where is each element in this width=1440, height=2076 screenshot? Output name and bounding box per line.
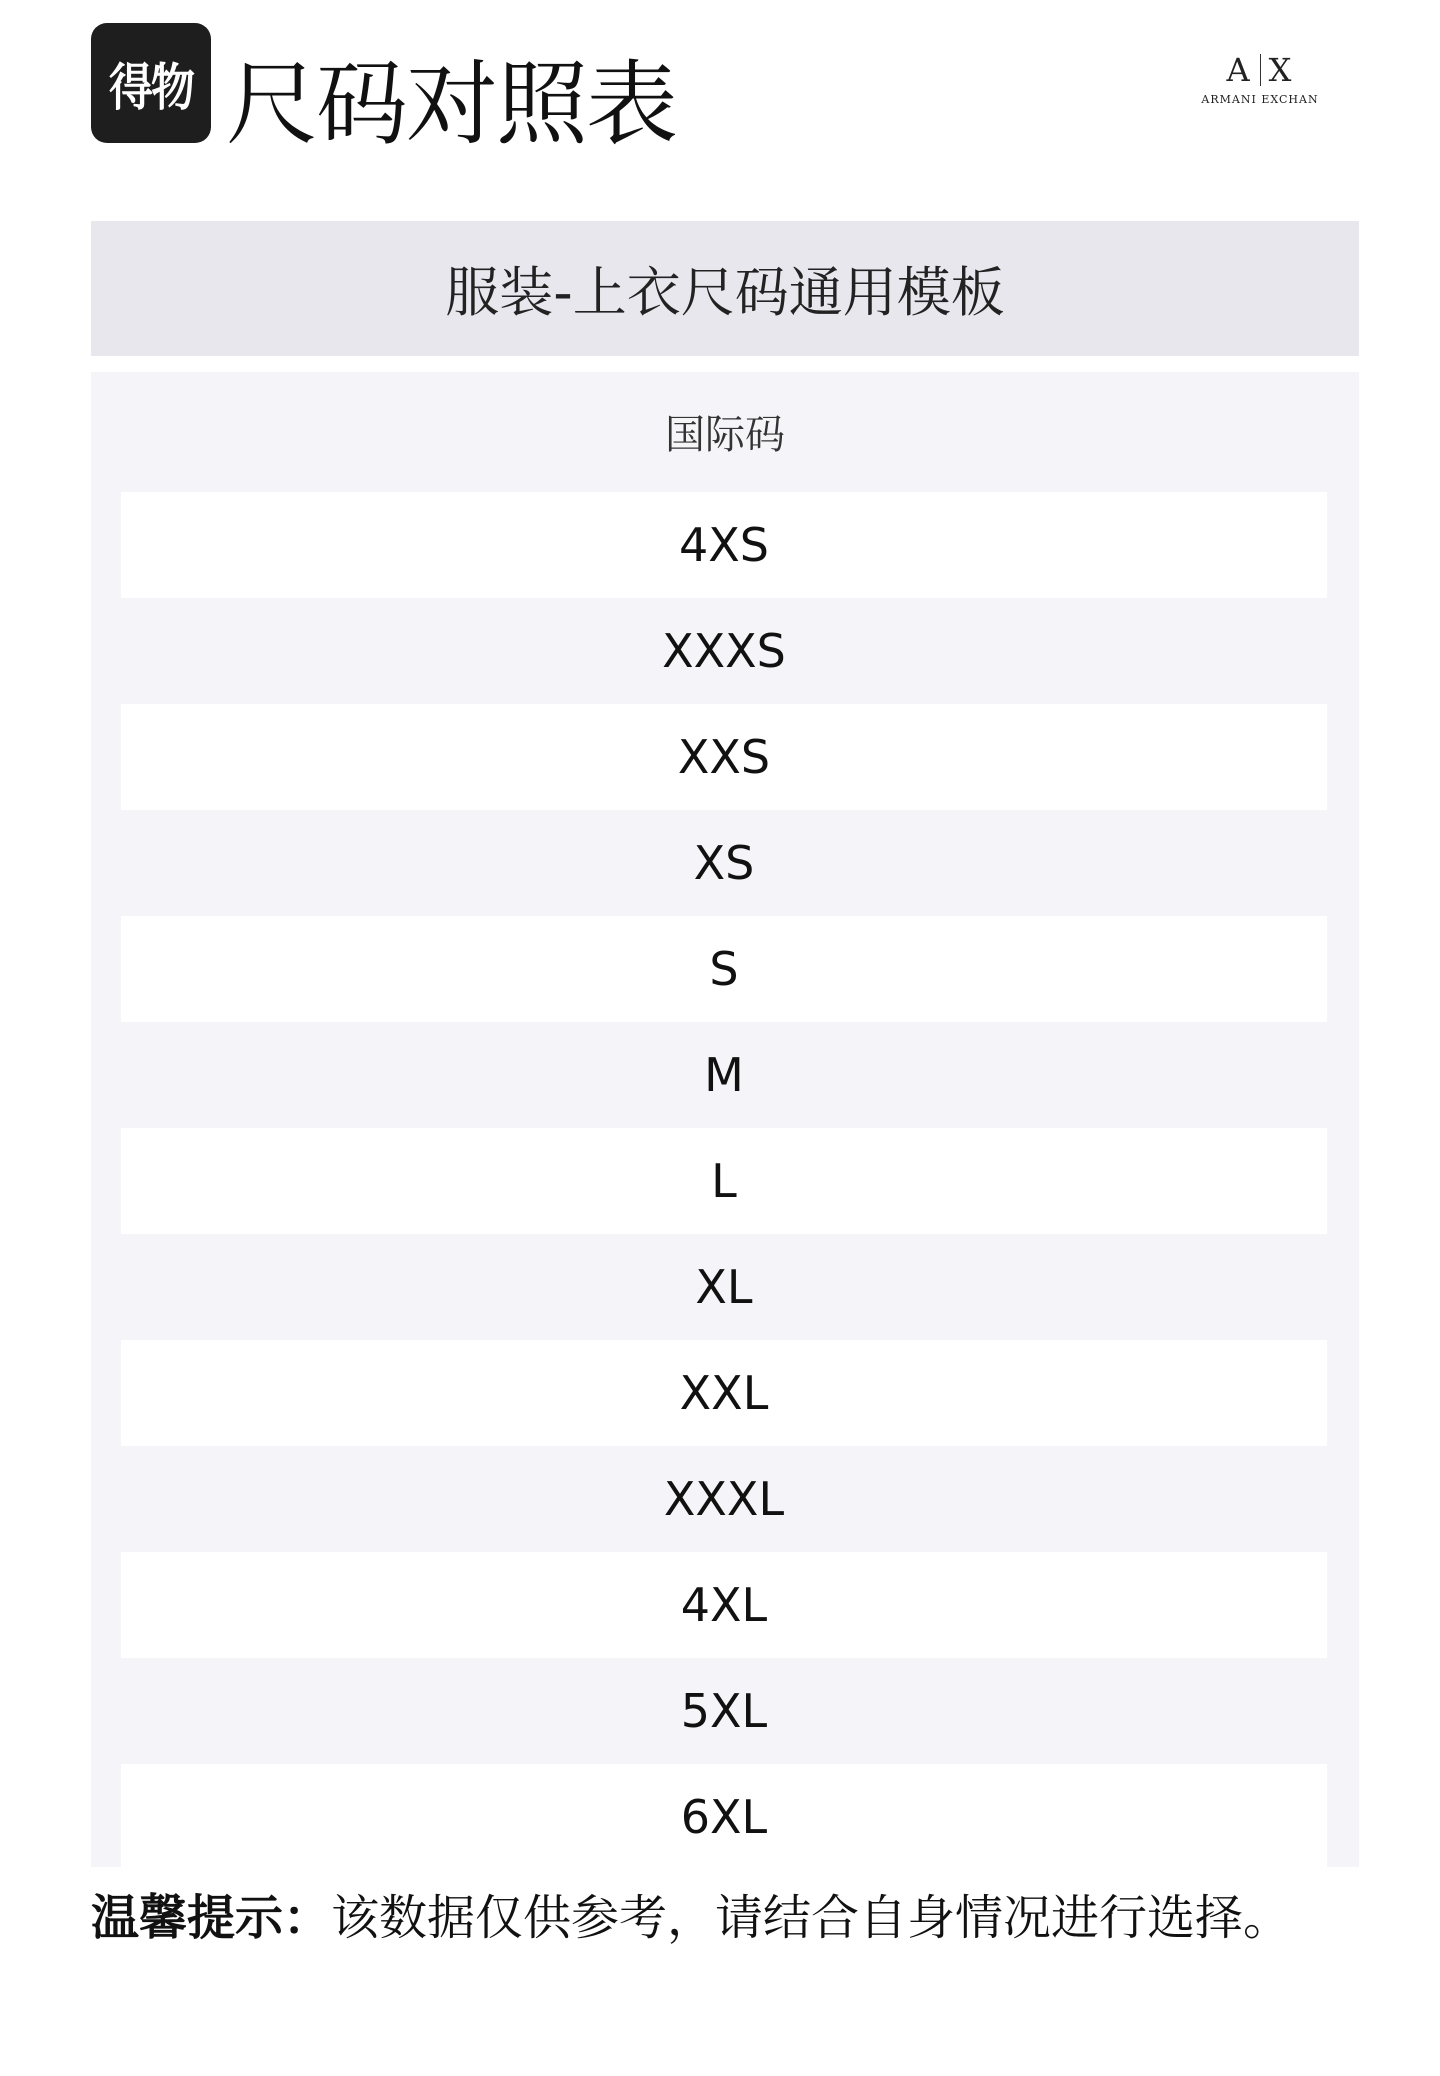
size-table-title-bar xyxy=(91,221,1359,356)
armani-exchange-logo xyxy=(1190,50,1330,120)
tip-note xyxy=(91,1888,1291,1948)
size-row: XXL xyxy=(121,1340,1327,1446)
size-row: 5XL xyxy=(680,1684,768,1738)
size-table-title: 服装-上衣尺码通用模板 xyxy=(445,261,1005,324)
brand-mark-divider xyxy=(1260,54,1261,86)
size-rows xyxy=(121,492,1327,1870)
size-row: XXXL xyxy=(663,1472,785,1526)
page-title: 尺码对照表 xyxy=(226,51,677,158)
size-row: 4XL xyxy=(121,1552,1327,1658)
brand-mark xyxy=(1190,50,1330,90)
dewu-app-logo xyxy=(91,23,211,143)
size-row: S xyxy=(121,916,1327,1022)
size-row: XS xyxy=(693,836,755,890)
page-header xyxy=(0,0,1440,190)
tip-label: 温馨提示： xyxy=(91,1890,332,1946)
column-header-international-size: 国际码 xyxy=(665,411,785,458)
size-row: 4XS xyxy=(121,492,1327,598)
brand-name: ARMANI EXCHAN xyxy=(1201,93,1319,106)
tip-text: 该数据仅供参考，请结合自身情况进行选择。 xyxy=(331,1890,1292,1946)
size-row: XXXS xyxy=(662,624,786,678)
size-row: 6XL xyxy=(121,1764,1327,1870)
size-table xyxy=(91,372,1359,1867)
size-row: XXS xyxy=(121,704,1327,810)
size-row: L xyxy=(121,1128,1327,1234)
size-row: XL xyxy=(695,1260,753,1314)
app-logo-text: 得物 xyxy=(109,58,193,118)
brand-mark-left: A xyxy=(1226,51,1252,89)
size-row: M xyxy=(704,1048,744,1102)
brand-mark-right: X xyxy=(1268,51,1294,89)
